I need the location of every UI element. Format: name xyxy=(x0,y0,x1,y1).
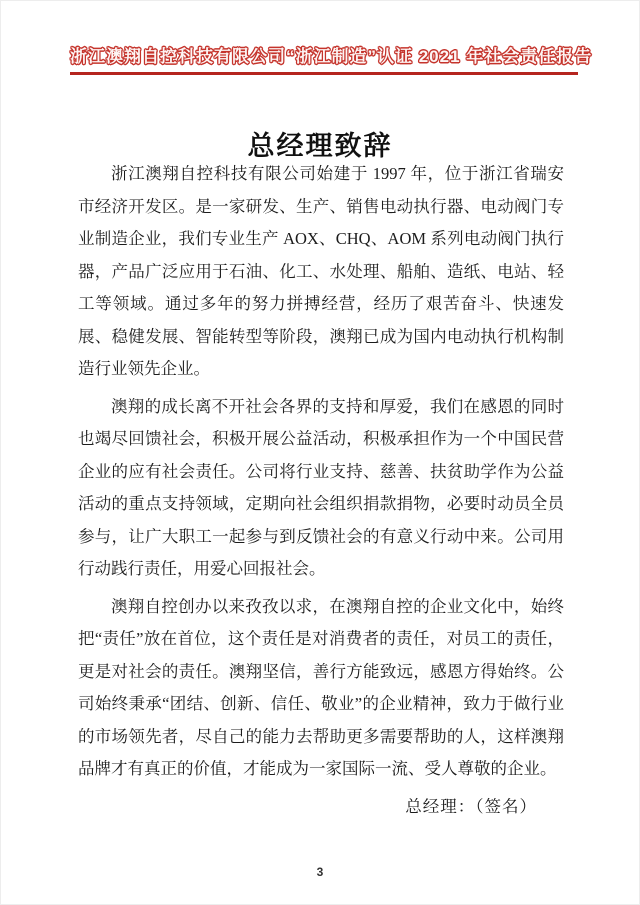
page-title: 总经理致辞 xyxy=(247,131,393,162)
signature-line: 总经理：（签名） xyxy=(405,797,537,816)
body-text xyxy=(78,158,564,791)
page-number: 3 xyxy=(316,865,324,879)
paragraph-corporate-culture: 澳翔自控创办以来孜孜以求，在澳翔自控的企业文化中，始终把“责任”放在首位，这个责任是对消费者的责任，对员工的责任，更是对社会的责任。澳翔坚信，善行方能致远，感恩方得始终。公司始终秉承“团结、创新、信任、敬业”的企业精神，致力于做行业的市场领先者，尽自己的能力去帮助更多需要帮助的人，这样澳翔品牌才有真正的价值，才能成为一家国际一流、受人尊敬的企业。 xyxy=(78,596,564,778)
paragraph-company-intro: 浙江澳翔自控科技有限公司始建于 1997 年，位于浙江省瑞安市经济开发区。是一家研发、生产、销售电动执行器、电动阀门专业制造企业，我们专业生产 AOX、CHQ、AOM 系列电动阀门执行器，产品广泛应用于石油、化工、水处理、船舶、造纸、电站、轻工等领域。通过多年的努力拼搏经营，经历了艰苦奋斗、快速发展、稳健发展、智能转型等阶段，澳翔已成为国内电动执行机构制造行业领先企业。 xyxy=(78,164,564,378)
header-report-title: “浙江制造”认证 2021 年社会责任报告 xyxy=(286,47,593,66)
paragraph-social-responsibility: 澳翔的成长离不开社会各界的支持和厚爱，我们在感恩的同时也竭尽回馈社会，积极开展公益活动，积极承担作为一个中国民营企业的应有社会责任。公司将行业支持、慈善、扶贫助学作为公益活动的重点支持领域，定期向社会组织捐款捐物，必要时动员全员参与，让广大职工一起参与到反馈社会的有意义行动中来。公司用行动践行责任，用爱心回报社会。 xyxy=(78,396,564,578)
page-header xyxy=(70,42,593,75)
header-company-name: 浙江澳翔自控科技有限公司 xyxy=(70,47,286,66)
